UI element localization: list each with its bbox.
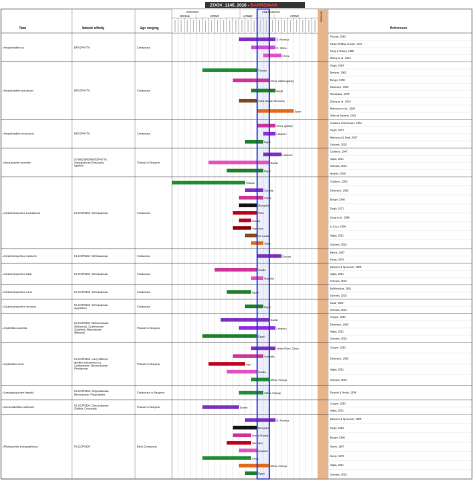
taxon-name: «Pilosisporites trichopapillosus [2,445,38,449]
affinity-text: BRYOPHYTA [74,46,90,50]
range-label: Egypt [264,141,271,145]
reference-text: Vajda, 2001 [330,464,344,468]
range-bar [202,405,239,409]
range-bar [239,203,257,207]
range-label: Suede [258,371,266,375]
range-bar [251,347,275,351]
range-label: Libya [252,457,259,461]
reference-text: Schrank, 2010 [330,294,347,298]
range-bar [245,305,263,309]
age-ranging: Cretaceous to Neogene [137,391,165,395]
reference-text: Dettmann, 1963 [330,85,349,89]
taxon-name: «Cicatricosisporites hallei [2,272,32,276]
range-bar [233,79,269,83]
age-ranging: Cretaceous [137,255,151,258]
reference-text: Zhang et al., 2014 [330,57,351,61]
affinity-text: FILICOPSIDA: Schizaeaceae [74,290,108,294]
range-bar [202,334,257,338]
reference-text: Vajda, 2001 [330,368,344,372]
taxon-name: «Aequitriradites sp. [2,46,25,50]
range-bar [202,456,251,460]
reference-text: Vajda, 2001 [330,409,344,413]
taxon-row [1,63,472,119]
reference-text: Deak, 1963 [330,301,344,305]
taxon-row [1,150,472,177]
range-bar [209,362,246,366]
affinity-text: Blechnaceae, Polypodiales [74,393,106,397]
reference-text: Vajda, 2001 [330,234,344,238]
reference-text: Schrank, 2010 [330,308,347,312]
reference-text: Dettmann, 1963 [330,323,349,327]
reference-text: Dettmann, 1963 [330,357,349,361]
reference-text: Dettmann, 1963 [330,189,349,193]
affinity-text: FILICOPSIDA [74,445,91,449]
range-label: China (Heilongjiang) [270,79,294,83]
header-natural-affinity: Natural affinity [82,26,105,30]
range-label: Egypt [258,335,265,339]
range-bar [239,99,257,103]
header-age-ranging: Age ranging [140,26,159,30]
affinity-text: BRYOPHYTA [74,89,90,93]
taxon-name: «Araucariacites australis [2,161,31,165]
range-label: Egypt [264,169,271,173]
title-stage: BARREMIAN [250,2,278,8]
reference-text: Burger, 1966 [330,198,345,202]
affinity-text: FILICOPSIDA: Schizaeaceae [74,255,108,258]
header-sub-lower: LOWER [243,15,253,18]
range-label: Iran [246,363,251,367]
affinity-text: BRYOPHYTA [74,132,90,136]
reference-text: Couper, 1953 [330,316,346,320]
taxon-row [1,301,472,314]
range-bar [227,290,251,294]
taxon-row [1,346,472,386]
range-label: Canada [264,189,274,193]
age-ranging: Cretaceous [137,290,151,294]
range-label: Sri Lanka [258,234,270,238]
range-bar [227,441,251,445]
range-bar [245,471,257,475]
range-label: Africa, Orange [270,378,288,382]
range-label: Mongolia [258,427,269,431]
taxon-row [1,315,472,342]
range-bar [239,219,251,223]
range-bar [245,418,275,422]
reference-text: Brenner, 1963 [330,71,347,75]
range-label: England [258,449,268,453]
range-label: Suede [258,269,266,273]
range-bar [209,161,270,165]
range-bar [251,89,275,93]
reference-text: Potonié & Venitz, 1934 [330,391,357,395]
range-label: Lebanon [276,133,287,137]
reference-text: Singh, 1971 [330,129,344,133]
reference-text: Schrank, 2010 [330,165,347,169]
taxon-name: «Cicatricosisporites venustus [2,305,37,309]
range-bar [239,391,263,395]
reference-text: Singh, 1964 [330,427,344,431]
taxon-name: «Aequitriradites spinulosus [2,89,34,93]
range-label: Triassic [246,182,255,186]
reference-text: Singh, 1964 [330,64,344,68]
age-ranging: Cretaceous [137,46,151,50]
reference-text: Schrank, 2010 [330,243,347,247]
affinity-text: FILICOPSIDA: Schizaeaceae [74,272,108,276]
range-label: Russia [252,219,261,223]
range-label: Spain [294,110,302,114]
reference-text: Schrank, 2010 [330,337,347,341]
taxon-name: «Osmundacidites wellmanii [2,406,34,410]
range-bar [202,68,257,72]
taxon-name: «Cicatricosisporites minor [2,290,33,294]
range-label: Australia [264,355,275,359]
reference-text: Couper, 1953 [330,402,346,406]
range-label: Egypt [252,291,259,295]
reference-text: Mahmoud & Deaf, 2007 [330,136,358,140]
reference-text: Mahmoud et al., 2000 [330,107,356,111]
age-ranging: Triassic to Neogene [137,406,160,410]
reference-text: Cookson, 1947 [330,150,348,154]
range-bar [239,464,269,468]
range-bar [257,109,294,113]
reference-text: Vajda, 2001 [330,272,344,276]
reference-text: Norris, 1967 [330,445,345,449]
range-label: China [282,54,290,58]
range-label: N. America [276,419,290,423]
affinity-text: (Lygodium) [74,306,87,310]
reference-text: Delcourt & Sprumont, 1955 [330,265,362,269]
reference-text: Paden Phillips & Felix, 1971 [330,42,363,46]
range-label: China (global) [276,125,293,129]
header-sub-upper-j: UPPER [210,15,219,18]
header-cenozoic: Cenozoic [320,11,323,22]
reference-text: Singh, 1971 [330,207,344,211]
header-references: References [390,26,408,30]
age-ranging: Cretaceous [137,132,151,136]
range-bar [251,378,269,382]
taxon-name: «Aequitriradites verrucosus [2,132,34,136]
affinity-text: FILICOPSIDA: Polypodiaceae, [74,390,110,394]
affinity-text: Cyatheaceae, Dicksoniaceae, [74,364,109,368]
reference-text: Bolkhovitina, 1961 [330,287,352,291]
reference-text: Burger, 1966 [330,436,345,440]
taxon-row [1,250,472,263]
affinity-text: FILICOPSIDA: Dicksoniaceae [74,322,109,326]
range-label: Triassic [258,69,268,73]
range-label: Tibet [258,212,264,216]
range-label: Mongolia [258,204,269,208]
range-label: S. America [276,38,289,42]
reference-text: Schrank, 2010 [330,473,347,477]
range-bar [251,46,275,50]
range-bar [233,354,263,358]
taxon-row [1,179,472,248]
taxon-row [1,35,472,62]
range-bar [233,426,257,430]
header-jurassic: JURASSIC [186,11,199,14]
range-label: Egypt [258,472,265,476]
affinity-text: FILICOPSIDA: Osmundaceae [74,404,109,408]
range-bar [233,433,251,437]
range-label: N. China [276,46,287,50]
header-cretaceous: CRETACEOUS [262,11,280,14]
range-bar [227,169,264,173]
range-label: Germany [252,442,263,446]
affinity-text: FILICOPSIDA: Schizaeaceae [74,303,108,307]
reference-text: Schrank, 2010 [330,379,347,383]
range-label: Lebanon [282,153,293,157]
range-label: Europa [282,255,291,259]
reference-text: Schrank, 2010 [330,280,347,284]
reference-text: Vajda, 2001 [330,157,344,161]
taxon-row [1,417,472,479]
reference-text: Kemp, 1970 [330,454,344,458]
taxon-name: «Cicatricosisporites cooksonii [2,255,37,258]
reference-text: Balme, 1957 [330,251,345,255]
affinity-text: Pteridaceae [74,367,88,371]
range-bar [227,370,257,374]
range-bar [239,196,263,200]
affinity-text: FILICOPSIDA: many different [74,358,108,362]
affinity-text: Agathis) [74,164,84,168]
range-label: Spain [264,242,271,246]
taxon-name: «Laevigatosporites haardtii [2,391,34,395]
range-bar [221,318,270,322]
range-label: Nordic Russia [252,434,269,438]
reference-text: Burger, 1966 [330,78,345,82]
range-label: Egypt [264,305,271,309]
taxon-row [1,286,472,299]
range-bar [233,211,257,215]
reference-text: Song et al., 1986 [330,216,350,220]
range-bar [257,124,275,128]
affinity-text: (Dicksonia), Cyatheaceae [74,325,104,329]
age-ranging: Cretaceous [137,89,151,93]
title-sep: - [246,2,251,8]
range-bar [263,153,281,157]
reference-text: Ibrahim, 2002 [330,172,346,176]
range-bar [239,449,257,453]
header-taxa: Taxa [19,26,27,30]
age-ranging: Early Cretaceous [137,445,157,449]
reference-text: Cookson, 1953 [330,180,348,184]
reference-text: Schrank, 2010 [330,143,347,147]
age-ranging: Cretaceous [137,272,151,276]
range-label: Egypt [276,89,284,93]
age-ranging: Triassic to Neogene [137,362,160,366]
range-bar [245,234,257,238]
range-label: Suede [270,319,278,323]
reference-text: Pocock, 1962 [330,35,346,39]
reference-text: Kemp, 1970 [330,258,344,262]
age-ranging: Triassic to Neogene [137,326,160,330]
cenozoic-column [318,9,328,479]
affinity-text: (Todites, Osmunda) [74,407,97,411]
reference-text: Li & Liu, 1994 [330,225,346,229]
header-sub-middle: MIDDLE [180,15,190,18]
range-bar [172,181,245,185]
range-label: Suede [270,161,278,165]
affinity-text: (Matonia) [74,331,85,335]
range-label: Bulgaria [264,277,274,281]
range-label: Argentina [252,227,264,231]
range-bar [233,226,251,230]
taxon-name: «Cicatricosisporites australiensis [2,211,41,215]
range-label: Africa, Orange [264,392,281,396]
reference-text: Zhang et al., 2014 [330,100,351,104]
range-label: Suede [239,406,248,410]
affinity-text: families and genera e.g. [74,361,102,365]
age-ranging: Cretaceous [137,211,151,215]
reference-text: Villar de Seoane, 2001 [330,114,357,118]
affinity-text: GYMNOSPERMATOPHYTA: [74,158,108,162]
taxa-rows [1,9,472,479]
affinity-text: FILICOPSIDA: Schizaeaceae [74,211,108,215]
taxon-row [1,265,472,285]
reference-text: Delcourt & Sprumont, 1955 [330,417,362,421]
svg-text:ZOOV_1145_2016 - BARREMIAN [210,3,277,8]
affinity-text: Araucariaceae (Araucaria, [74,161,105,165]
range-bar [245,188,263,192]
range-bar [263,54,281,58]
taxon-row [1,121,472,148]
title-code: ZOOV_1145_2016 [210,2,247,8]
age-ranging: Triassic to Neogene [137,161,160,165]
range-bar [215,268,258,272]
taxon-name: «Cyathidites australis [2,326,28,330]
title-bar [205,2,305,8]
range-label: Yellow River, China [276,347,299,351]
reference-text: Song & Shang, 1980 [330,49,354,53]
reference-text: Couper, 1953 [330,346,346,350]
range-label: Carla (Italian Romania) [258,100,285,104]
range-label: China [264,197,272,201]
reference-text: Cookson & Dettmann, 1961 [330,121,362,125]
taxon-row [1,401,472,414]
range-label: Lebanon [276,327,287,331]
age-ranging: Cretaceous [137,305,151,309]
range-bar [245,140,263,144]
affinity-text: (Cyathea), Matoniaceae [74,328,102,332]
taxon-name: «Cyathidites minor [2,362,24,366]
reference-text: Srivastava, 1975 [330,93,350,97]
range-label: Africa, Orange [270,465,288,469]
reference-text: Vajda, 2001 [330,330,344,334]
header-sub-upper-k: UPPER [290,15,299,18]
taxon-row [1,389,472,400]
